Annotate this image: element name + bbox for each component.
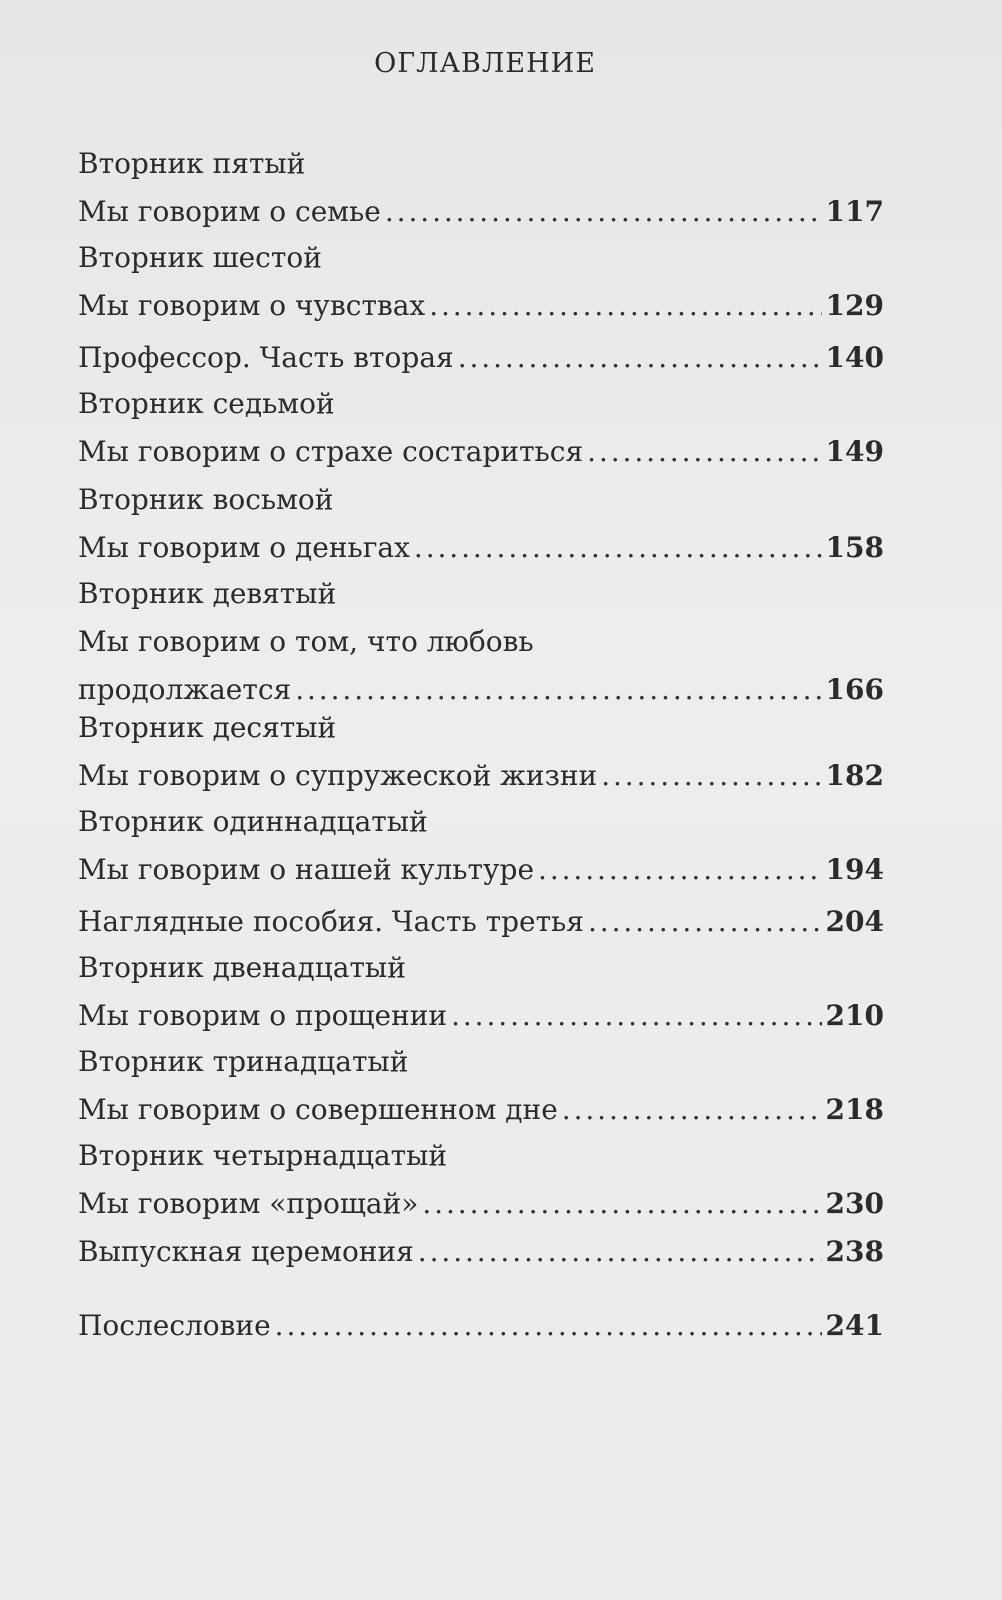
page-number: 218 xyxy=(825,1093,884,1126)
page-number: 204 xyxy=(825,905,884,938)
section-title: Вторник шестой xyxy=(78,241,322,274)
page-number: 129 xyxy=(825,289,884,322)
toc-entry[interactable] xyxy=(78,898,884,946)
toc-entry[interactable] xyxy=(78,1086,884,1134)
toc-group xyxy=(78,234,884,330)
entry-title-line: Мы говорим о том, что любовь xyxy=(78,625,534,658)
toc-entry[interactable] xyxy=(78,846,884,894)
dot-leader xyxy=(418,1180,821,1228)
toc-entry[interactable] xyxy=(78,1228,884,1276)
toc-entry[interactable] xyxy=(78,1302,884,1350)
toc-group xyxy=(78,704,884,800)
toc-group xyxy=(78,380,884,476)
page-number: 230 xyxy=(825,1187,884,1220)
dot-leader xyxy=(583,428,821,476)
page-number: 238 xyxy=(825,1235,884,1268)
dot-leader xyxy=(381,188,822,236)
toc-group xyxy=(78,476,884,572)
entry-title: Профессор. Часть вторая xyxy=(78,341,454,374)
page-title: ОГЛАВЛЕНИЕ xyxy=(374,48,596,79)
section-title: Вторник одиннадцатый xyxy=(78,805,428,838)
section-title: Вторник седьмой xyxy=(78,387,335,420)
entry-title: продолжается xyxy=(78,673,292,706)
section-title: Вторник восьмой xyxy=(78,483,334,516)
section-title: Вторник четырнадцатый xyxy=(78,1139,448,1172)
toc-group xyxy=(78,944,884,1040)
dot-leader xyxy=(447,992,821,1040)
page-number: 117 xyxy=(825,195,884,228)
toc-entry[interactable] xyxy=(78,282,884,330)
toc-entry[interactable] xyxy=(78,1180,884,1228)
entry-title: Мы говорим о деньгах xyxy=(78,531,410,564)
page-number: 166 xyxy=(825,673,884,706)
page-number: 149 xyxy=(825,435,884,468)
dot-leader xyxy=(584,898,822,946)
page-number: 194 xyxy=(825,853,884,886)
dot-leader xyxy=(425,282,821,330)
entry-title: Выпускная церемония xyxy=(78,1235,414,1268)
page-number: 210 xyxy=(825,999,884,1032)
entry-title: Мы говорим о страхе состариться xyxy=(78,435,584,468)
toc-entry[interactable] xyxy=(78,524,884,572)
page-number: 182 xyxy=(825,759,884,792)
toc-group xyxy=(78,334,884,382)
toc-group xyxy=(78,898,884,946)
entry-title: Мы говорим о семье xyxy=(78,195,381,228)
dot-leader xyxy=(558,1086,822,1134)
toc-group xyxy=(78,798,884,894)
entry-title: Мы говорим о прощении xyxy=(78,999,448,1032)
section-title: Вторник пятый xyxy=(78,147,306,180)
toc-group xyxy=(78,1132,884,1228)
entry-title: Мы говорим о супружеской жизни xyxy=(78,759,598,792)
dot-leader xyxy=(414,1228,822,1276)
dot-leader xyxy=(271,1302,822,1350)
dot-leader xyxy=(454,334,822,382)
section-title: Вторник двенадцатый xyxy=(78,951,406,984)
dot-leader xyxy=(410,524,822,572)
toc-entry[interactable] xyxy=(78,992,884,1040)
entry-title: Мы говорим «прощай» xyxy=(78,1187,419,1220)
toc-entry[interactable] xyxy=(78,188,884,236)
page-number: 158 xyxy=(825,531,884,564)
toc-entry[interactable] xyxy=(78,428,884,476)
section-title: Вторник десятый xyxy=(78,711,337,744)
page-number: 241 xyxy=(825,1309,884,1342)
toc-group xyxy=(78,1228,884,1276)
toc-group xyxy=(78,140,884,236)
toc-group xyxy=(78,1038,884,1134)
dot-leader xyxy=(534,846,822,894)
entry-title: Послесловие xyxy=(78,1309,271,1342)
toc-entry[interactable] xyxy=(78,752,884,800)
dot-leader xyxy=(597,752,821,800)
entry-title: Мы говорим о нашей культуре xyxy=(78,853,535,886)
page-number: 140 xyxy=(825,341,884,374)
toc-group xyxy=(78,570,884,714)
toc-entry[interactable] xyxy=(78,334,884,382)
section-title: Вторник тринадцатый xyxy=(78,1045,409,1078)
toc-group xyxy=(78,1302,884,1350)
entry-title: Мы говорим о чувствах xyxy=(78,289,426,322)
entry-title: Мы говорим о совершенном дне xyxy=(78,1093,558,1126)
entry-title: Наглядные пособия. Часть третья xyxy=(78,905,584,938)
section-title: Вторник девятый xyxy=(78,577,337,610)
